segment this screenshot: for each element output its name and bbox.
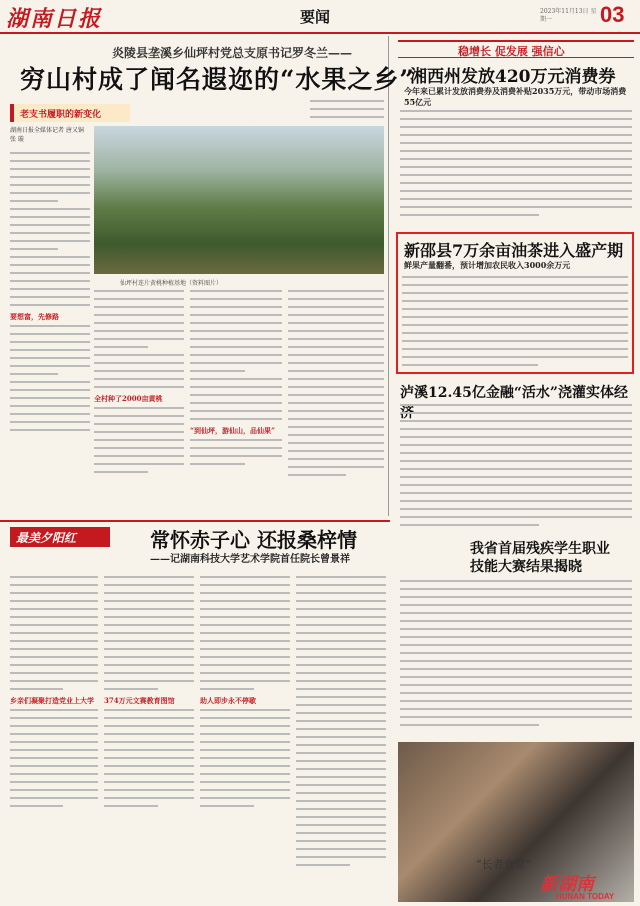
story-title-luxi-finance[interactable]: 泸溪12.45亿金融“活水”浇灌实体经济 — [400, 385, 628, 421]
body-text — [400, 110, 632, 216]
body-text — [200, 576, 290, 690]
body-text — [310, 100, 384, 118]
body-text — [400, 404, 632, 526]
theme-band-text: 稳增长 促发展 强信心 — [458, 45, 565, 58]
story-title-consumer-vouchers[interactable]: 湘西州发放420万元消费券 — [410, 67, 616, 87]
brand-watermark-en: HUNAN TODAY — [556, 892, 615, 901]
body-text — [94, 290, 184, 388]
feature-column-4 — [296, 576, 386, 902]
lead-subhead-2: 全村种了2000亩黄桃 — [94, 394, 163, 403]
body-text — [190, 439, 282, 465]
page-header — [0, 0, 640, 34]
body-text — [104, 709, 194, 807]
feature-subhead-2: 374万元文赛教育图馆 — [104, 696, 175, 705]
body-text — [10, 709, 98, 807]
lead-subhead-1: 要想富，先修路 — [10, 312, 59, 321]
feature-subhead-1: 乡亲们凝聚打造党业上大学 — [10, 696, 94, 705]
elderly-canteen-photo — [398, 742, 634, 902]
lead-column-3 — [190, 290, 282, 516]
body-text — [10, 576, 98, 690]
story-deck-consumer-vouchers: 今年来已累计发放消费券及消费补贴2035万元，带动市场消费55亿元 — [404, 86, 627, 107]
body-text — [190, 290, 282, 420]
story-body-luxi-finance — [400, 404, 632, 528]
lead-photo — [94, 126, 384, 274]
feature-column-2 — [104, 576, 194, 902]
lead-column-top — [310, 100, 384, 124]
lead-kicker: 炎陵县垄溪乡仙坪村党总支原书记罗冬兰—— — [112, 46, 353, 60]
body-text — [94, 407, 184, 473]
body-text — [200, 709, 290, 807]
body-text — [288, 290, 384, 476]
body-text — [296, 576, 386, 866]
story-deck-oil-tea: 鲜果产量翻番，预计增加农民收入3000余万元 — [404, 260, 571, 270]
body-text — [402, 276, 628, 366]
story-title-vocational-contest[interactable]: 我省首届残疾学生职业技能大赛结果揭晓 — [470, 541, 610, 575]
lead-photo-caption: 仙坪村连片黄桃种植基地（资料图片） — [120, 280, 223, 287]
feature-column-1 — [10, 576, 98, 902]
page-number: 03 — [600, 2, 625, 27]
story-body-oil-tea — [402, 276, 628, 370]
column-divider — [388, 36, 389, 516]
section-divider — [0, 520, 390, 522]
theme-band — [398, 40, 634, 58]
lead-column-4 — [288, 290, 384, 516]
lead-headline[interactable]: 穷山村成了闻名遐迩的“水果之乡” — [20, 65, 415, 94]
feature-title[interactable]: 常怀赤子心 还报桑梓情 — [150, 528, 357, 552]
lead-column-2 — [94, 290, 184, 516]
body-text — [10, 152, 90, 306]
photo-quote: “长者食堂” — [476, 858, 532, 871]
lead-tag: 老支书履职的新变化 — [10, 104, 130, 122]
lead-column-1 — [10, 126, 90, 516]
story-body-consumer-vouchers — [400, 110, 632, 228]
story-body-vocational-contest — [400, 580, 632, 736]
feature-deck: ——记湖南科技大学艺术学院首任院长曾景祥 — [150, 554, 350, 565]
issue-date: 2023年11月13日 星期一 — [540, 8, 597, 23]
section-title: 要闻 — [300, 8, 331, 26]
feature-tag: 最美夕阳红 — [10, 527, 110, 547]
masthead: 湖南日报 — [6, 6, 103, 32]
story-title-oil-tea[interactable]: 新邵县7万余亩油茶进入盛产期 — [404, 241, 624, 260]
body-text — [104, 576, 194, 690]
feature-column-3 — [200, 576, 290, 902]
lead-subhead-3: “到仙坪，游仙山，品仙果” — [190, 426, 276, 435]
lead-byline: 湖南日报全媒体记者 唐又铜 张 璇 — [10, 127, 84, 143]
body-text — [400, 580, 632, 726]
brand-watermark: 新湖南 — [540, 874, 594, 895]
body-text — [10, 325, 90, 431]
feature-subhead-3: 助人即步永不停歇 — [200, 696, 256, 705]
